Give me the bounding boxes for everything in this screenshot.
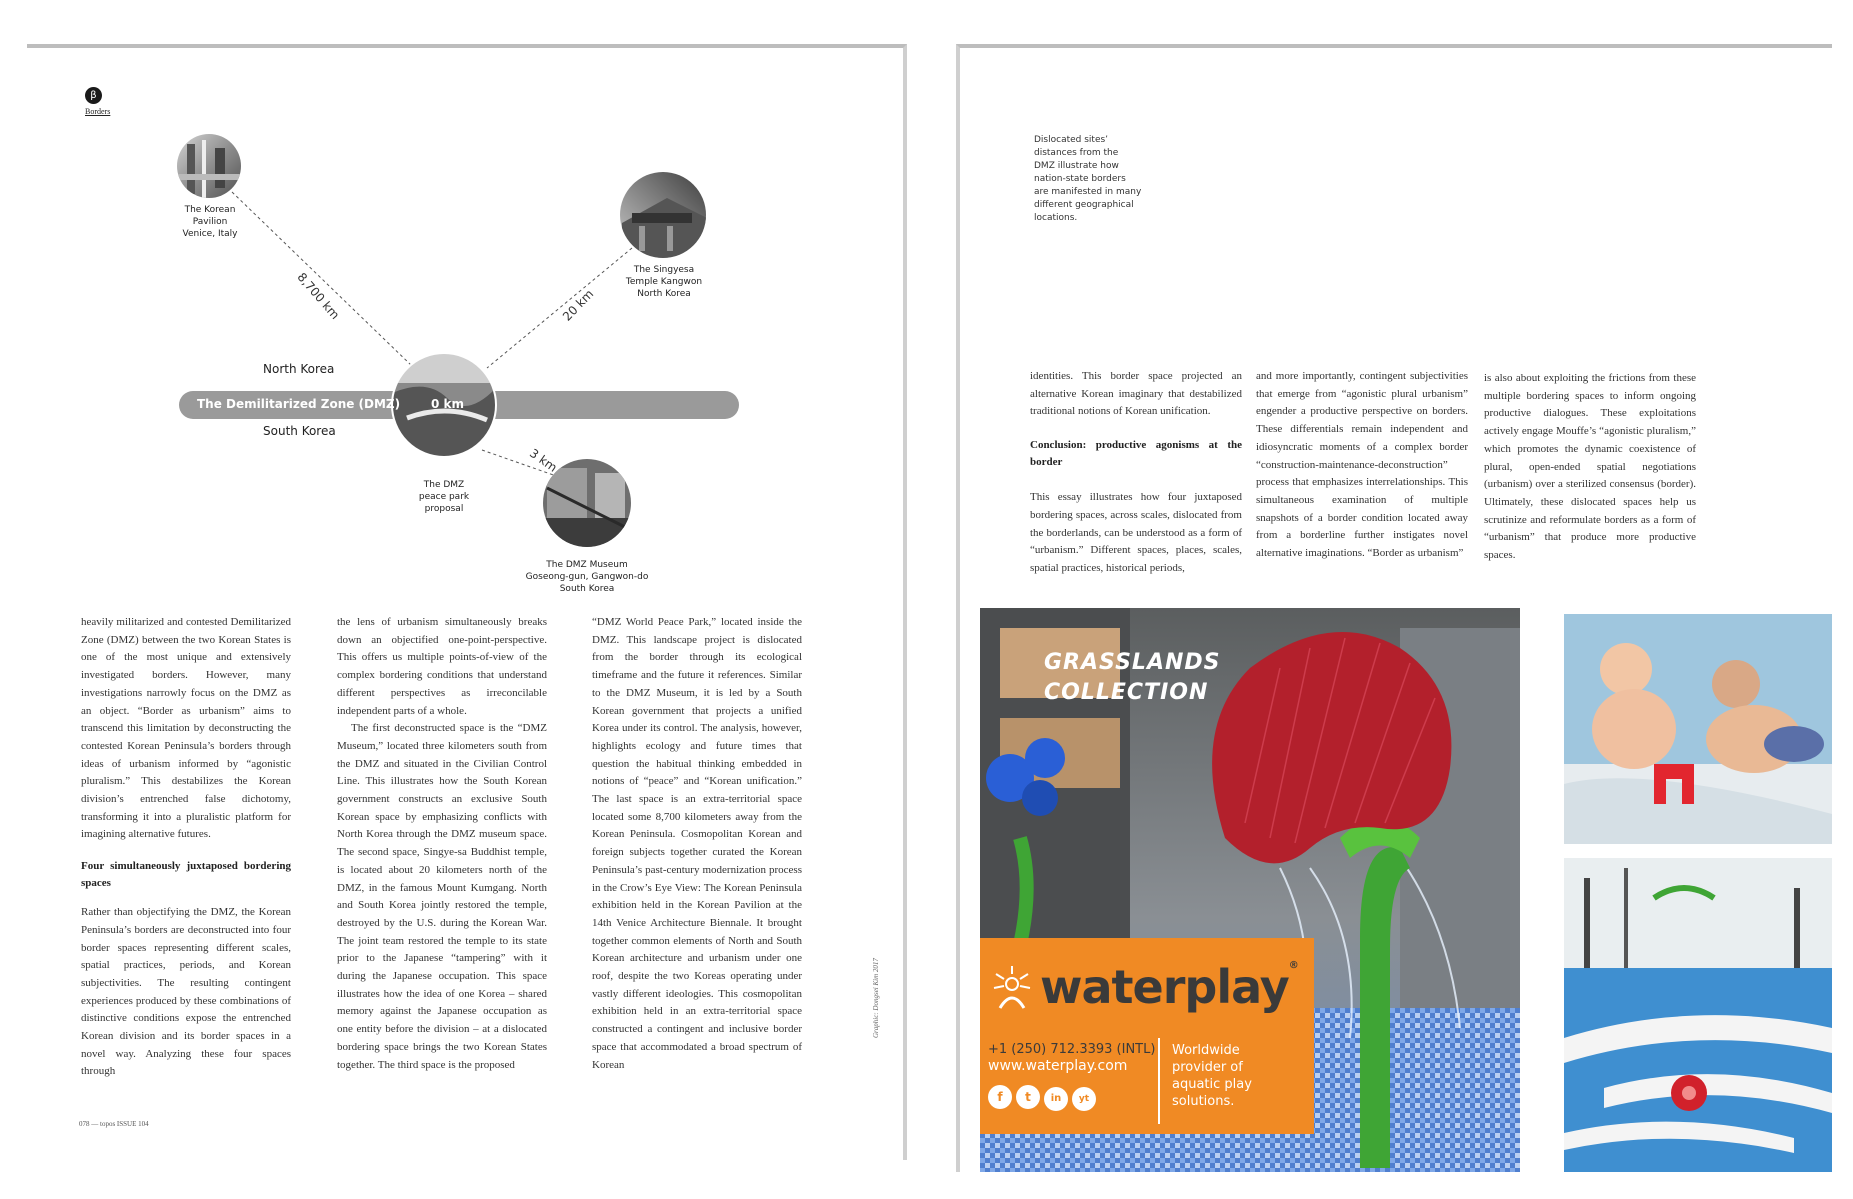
linkedin-icon[interactable]: in <box>1044 1087 1068 1111</box>
ad-website[interactable]: www.waterplay.com <box>988 1058 1128 1074</box>
left-col-1 <box>81 614 291 1081</box>
connector-venice <box>232 192 412 366</box>
facebook-icon[interactable]: f <box>988 1085 1012 1109</box>
ad-orange-panel <box>980 938 1314 1134</box>
venice-distance: 8,700 km <box>294 270 343 323</box>
ad-collection-title <box>1044 648 1221 708</box>
right-col2-p1: and more importantly, contingent subjectivities that emerge from “agonistic plural urbanism” engender a productive perspective on borders. These differentials remain independent and idiosyncratic moments of a complex border “construction-maintenance-deconstruction” process that emphasizes interrelationships. This simultaneous examination of multiple snapshots of a border condition located away from a borderline further instigates novel alternative imaginations. “Border as urbanism” <box>1256 370 1468 560</box>
ad-brand-name: waterplay <box>1040 960 1289 1014</box>
left-page <box>27 44 907 1160</box>
left-col1-p2: Rather than objectifying the DMZ, the Korean Peninsula’s borders are deconstructed into four border spaces representing different scales, spatial practices, periods, and Korean subjectivities. The resulting contingent experiences produced by these combinations of distinctive conditions expose the entrenched Korean division and its border spaces in a novel way. Analyzing these four spaces through <box>81 906 291 1078</box>
ad-social-icons <box>988 1085 1100 1111</box>
north-korea-label: North Korea <box>263 362 335 376</box>
south-korea-label: South Korea <box>263 424 336 438</box>
right-col-1 <box>1030 368 1242 578</box>
right-col-3 <box>1484 370 1696 565</box>
ad-divider <box>1158 1038 1160 1124</box>
ad-phone: +1 (250) 712.3393 (INTL) <box>988 1042 1156 1057</box>
ad-toddlers-photo <box>1564 614 1832 844</box>
museum-distance: 3 km <box>526 446 560 475</box>
singyesa-label: The Singyesa Temple Kangwon North Korea <box>625 265 703 299</box>
youtube-icon[interactable]: yt <box>1072 1087 1096 1111</box>
waterplay-ad[interactable] <box>980 608 1832 1172</box>
twitter-icon[interactable]: t <box>1016 1085 1040 1109</box>
left-col1-heading: Four simultaneously juxtaposed bordering spaces <box>81 860 291 890</box>
left-col2-p2: The first deconstructed space is the “DMZ Museum,” located three kilometers south from the DMZ and situated in the Civilian Control Line. This illustrates how the South Korean government constructs an exclusive South Korean space by emphasizing conflicts with North Korea through the DMZ museum space. The second space, Singye-sa Buddhist temple, is located about 20 kilometers north of the DMZ, in the famous Mount Kumgang. North and South Korea jointly restored the temple, destroyed by the U.S. during the Korean War. The joint team restored the temple to its state prior to the Japanese “tampering” with it during the Japanese occupation. This space illustrates how the idea of one Korea – shared memory against the Japanese occupation as one entity before the division – at a dislocated bordering space brings the two Korean States together. The third space is the proposed <box>337 722 547 1071</box>
right-col1-p1: identities. This border space projected an alternative Korean imaginary that destabilized traditional notions of Korean unification. <box>1030 370 1242 418</box>
ad-splashpad-photo <box>1564 858 1832 1172</box>
section-label: Borders <box>85 107 111 116</box>
dmz-label: The Demilitarized Zone (DMZ) <box>197 397 401 411</box>
connector-singyesa <box>487 248 632 368</box>
peace-park-label: The DMZ peace park proposal <box>418 480 470 514</box>
right-col1-p2: This essay illustrates how four juxtaposed bordering spaces, across scales, dislocated from the borderlands, can be understood as a form of “urbanism.” Different spaces, places, scales, spatial practices, historical periods, <box>1030 491 1242 574</box>
graphic-credit: Graphic: Dongsei Kim 2017 <box>872 958 880 1038</box>
ad-brand <box>1040 960 1298 1014</box>
left-col-2 <box>337 614 547 1074</box>
venice-pavilion-photo <box>175 132 245 202</box>
right-col-2 <box>1256 368 1468 563</box>
left-col3-p1: “DMZ World Peace Park,” located inside the DMZ. This landscape project is dislocated from the border through its ecological timeframe and the future it references. Similar to the DMZ Museum, it is led by a South Korean government that projects a unified Korea under its control. The analysis, however, highlights ecology and future times that question the habitual thinking embedded in notions of “peace” and “Korean unification.” The last space is an extra-territorial space located some 8,700 kilometers away from the Korean Peninsula. Cosmopolitan Korean and foreign subjects together curated the Korean Peninsula’s past-century modernization process in the Crow’s Eye View: The Korean Peninsula exhibition held in the Korean Pavilion at the 14th Venice Architecture Biennale. It brought together common elements of North and South Korean architecture and urbanism under one roof, despite the two Koreas operating under vastly different ideologies. This cosmopolitan exhibition held in an extra-territorial space constructed a contingent and inclusive border space that accommodated a broad spectrum of Korean <box>592 616 802 1071</box>
right-col3-p1: is also about exploiting the frictions from these multiple bordering spaces to inform ongoing productive dialogues. These exploitations actively engage Mouffe’s “agonistic pluralism,” which promotes the dynamic coexistence of plural, open-ended spatial negotiations (urbanism) over a sterilized consensus (border). Ultimately, these dislocated spaces help us scrutinize and reformulate borders as a form of “urbanism” that produce more productive spaces. <box>1484 372 1696 562</box>
ad-brand-registered: ® <box>1288 960 1298 971</box>
ad-collection-line2: COLLECTION <box>1044 680 1209 705</box>
left-col1-p1: heavily militarized and contested Demilitarized Zone (DMZ) between the two Korean States is one of the most unique and extensively investigated borders. However, many investigations narrowly focus on the DMZ as an object. “Border as urbanism” aims to transcend this limitation by deconstructing the contested Korean Peninsula’s borders through ideas of urbanism informed by “agonistic pluralism.” This destabilizes the Korean division’s entrenched false dichotomy, transforming it into a pluralistic platform for imagining alternative futures. <box>81 616 291 841</box>
left-col-3 <box>592 614 802 1074</box>
page-footer: 078 — topos ISSUE 104 <box>79 1120 149 1128</box>
section-badge: β <box>85 87 102 104</box>
singyesa-temple-photo <box>617 170 709 262</box>
ad-tagline: Worldwide provider of aquatic play solutions. <box>1172 1043 1252 1109</box>
diagram-caption: Dislocated sites’ distances from the DMZ illustrate how nation-state borders are manifested in many different geographical locations. <box>1034 135 1142 223</box>
singyesa-distance: 20 km <box>560 286 597 324</box>
center-distance: 0 km <box>431 397 465 411</box>
waterplay-logo-icon <box>990 964 1034 1012</box>
dmz-museum-photo <box>542 458 632 548</box>
venice-label: The Korean Pavilion Venice, Italy <box>182 205 238 239</box>
ad-collection-line1: GRASSLANDS <box>1044 650 1221 675</box>
right-col1-heading: Conclusion: productive agonisms at the border <box>1030 439 1242 469</box>
left-col2-p1: the lens of urbanism simultaneously breaks down an objectified one-point-perspective. This offers us multiple points-of-view of the complex bordering conditions that understand different perspectives as irreconcilable independent parts of a whole. <box>337 616 547 717</box>
museum-label: The DMZ Museum Goseong-gun, Gangwon-do South Korea <box>525 560 649 594</box>
right-page <box>956 44 1832 1172</box>
distance-diagram <box>27 48 903 608</box>
